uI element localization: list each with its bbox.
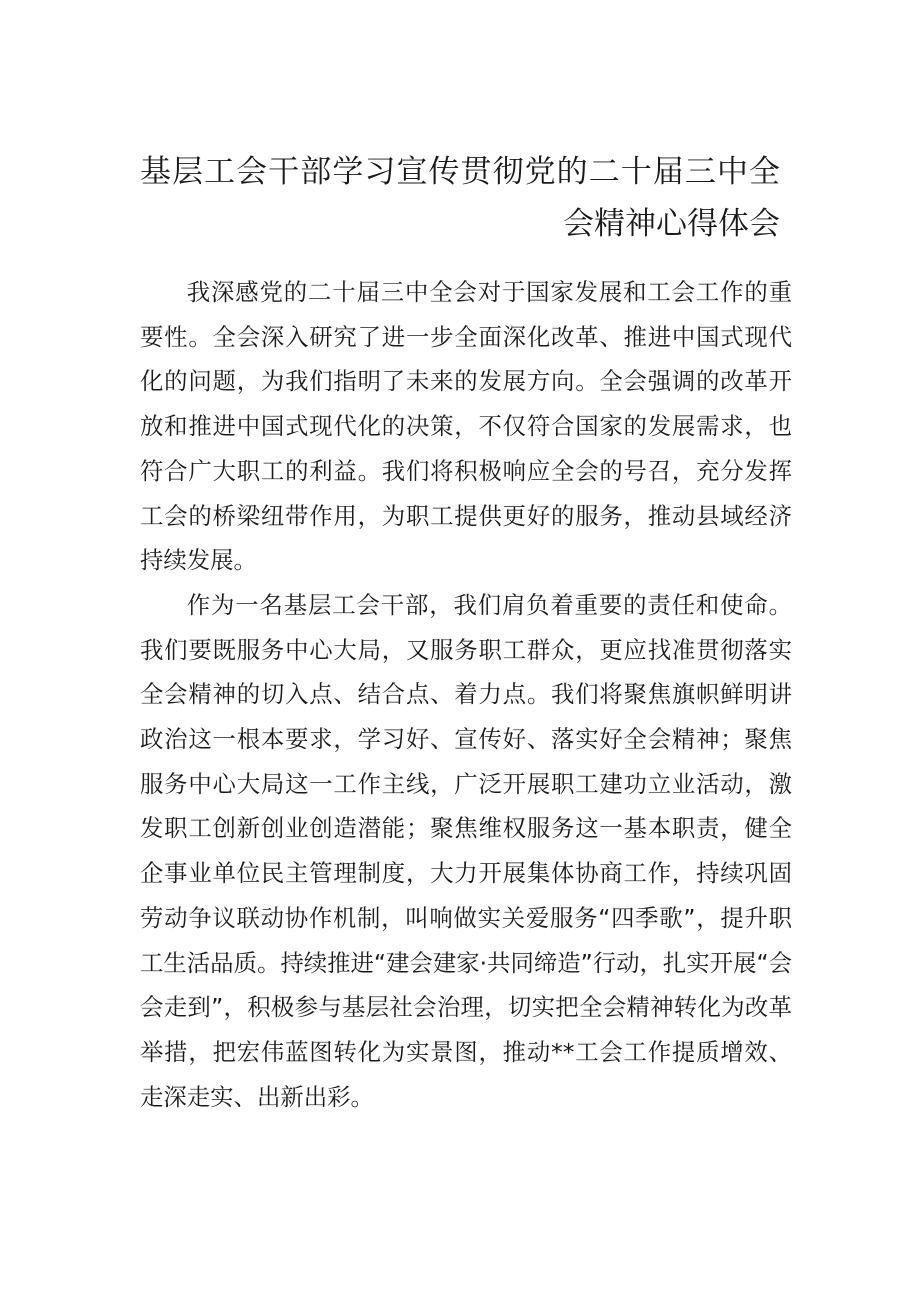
paragraph-1: 我深感党的二十届三中全会对于国家发展和工会工作的重要性。全会深入研究了进一步全面深化改革、推进中国式现代化的问题，为我们指明了未来的发展方向。全会强调的改革开放和推进中国式现代化的决策，不仅符合国家的发展需求，也符合广大职工的利益。我们将积极响应全会的号召，充分发挥工会的桥梁纽带作用，为职工提供更好的服务，推动县域经济持续发展。 [140, 278, 792, 575]
document-title: 基层工会干部学习宣传贯彻党的二十届三中全会精神心得体会 [140, 154, 780, 242]
paragraph-2: 作为一名基层工会干部，我们肩负着重要的责任和使命。我们要既服务中心大局，又服务职工群众，更应找准贯彻落实全会精神的切入点、结合点、着力点。我们将聚焦旗帜鲜明讲政治这一根本要求，学习好、宣传好、落实好全会精神；聚焦服务中心大局这一工作主线，广泛开展职工建功立业活动，激发职工创新创业创造潜能；聚焦维权服务这一基本职责，健全企事业单位民主管理制度，大力开展集体协商工作，持续巩固劳动争议联动协作机制，叫响做实关爱服务“四季歌”，提升职工生活品质。持续推进“建会建家·共同缔造”行动，扎实开展“会会走到”，积极参与基层社会治理，切实把全会精神转化为改革举措，把宏伟蓝图转化为实景图，推动**工会工作提质增效、走深走实、出新出彩。 [140, 590, 792, 1111]
document-body [140, 270, 792, 1119]
